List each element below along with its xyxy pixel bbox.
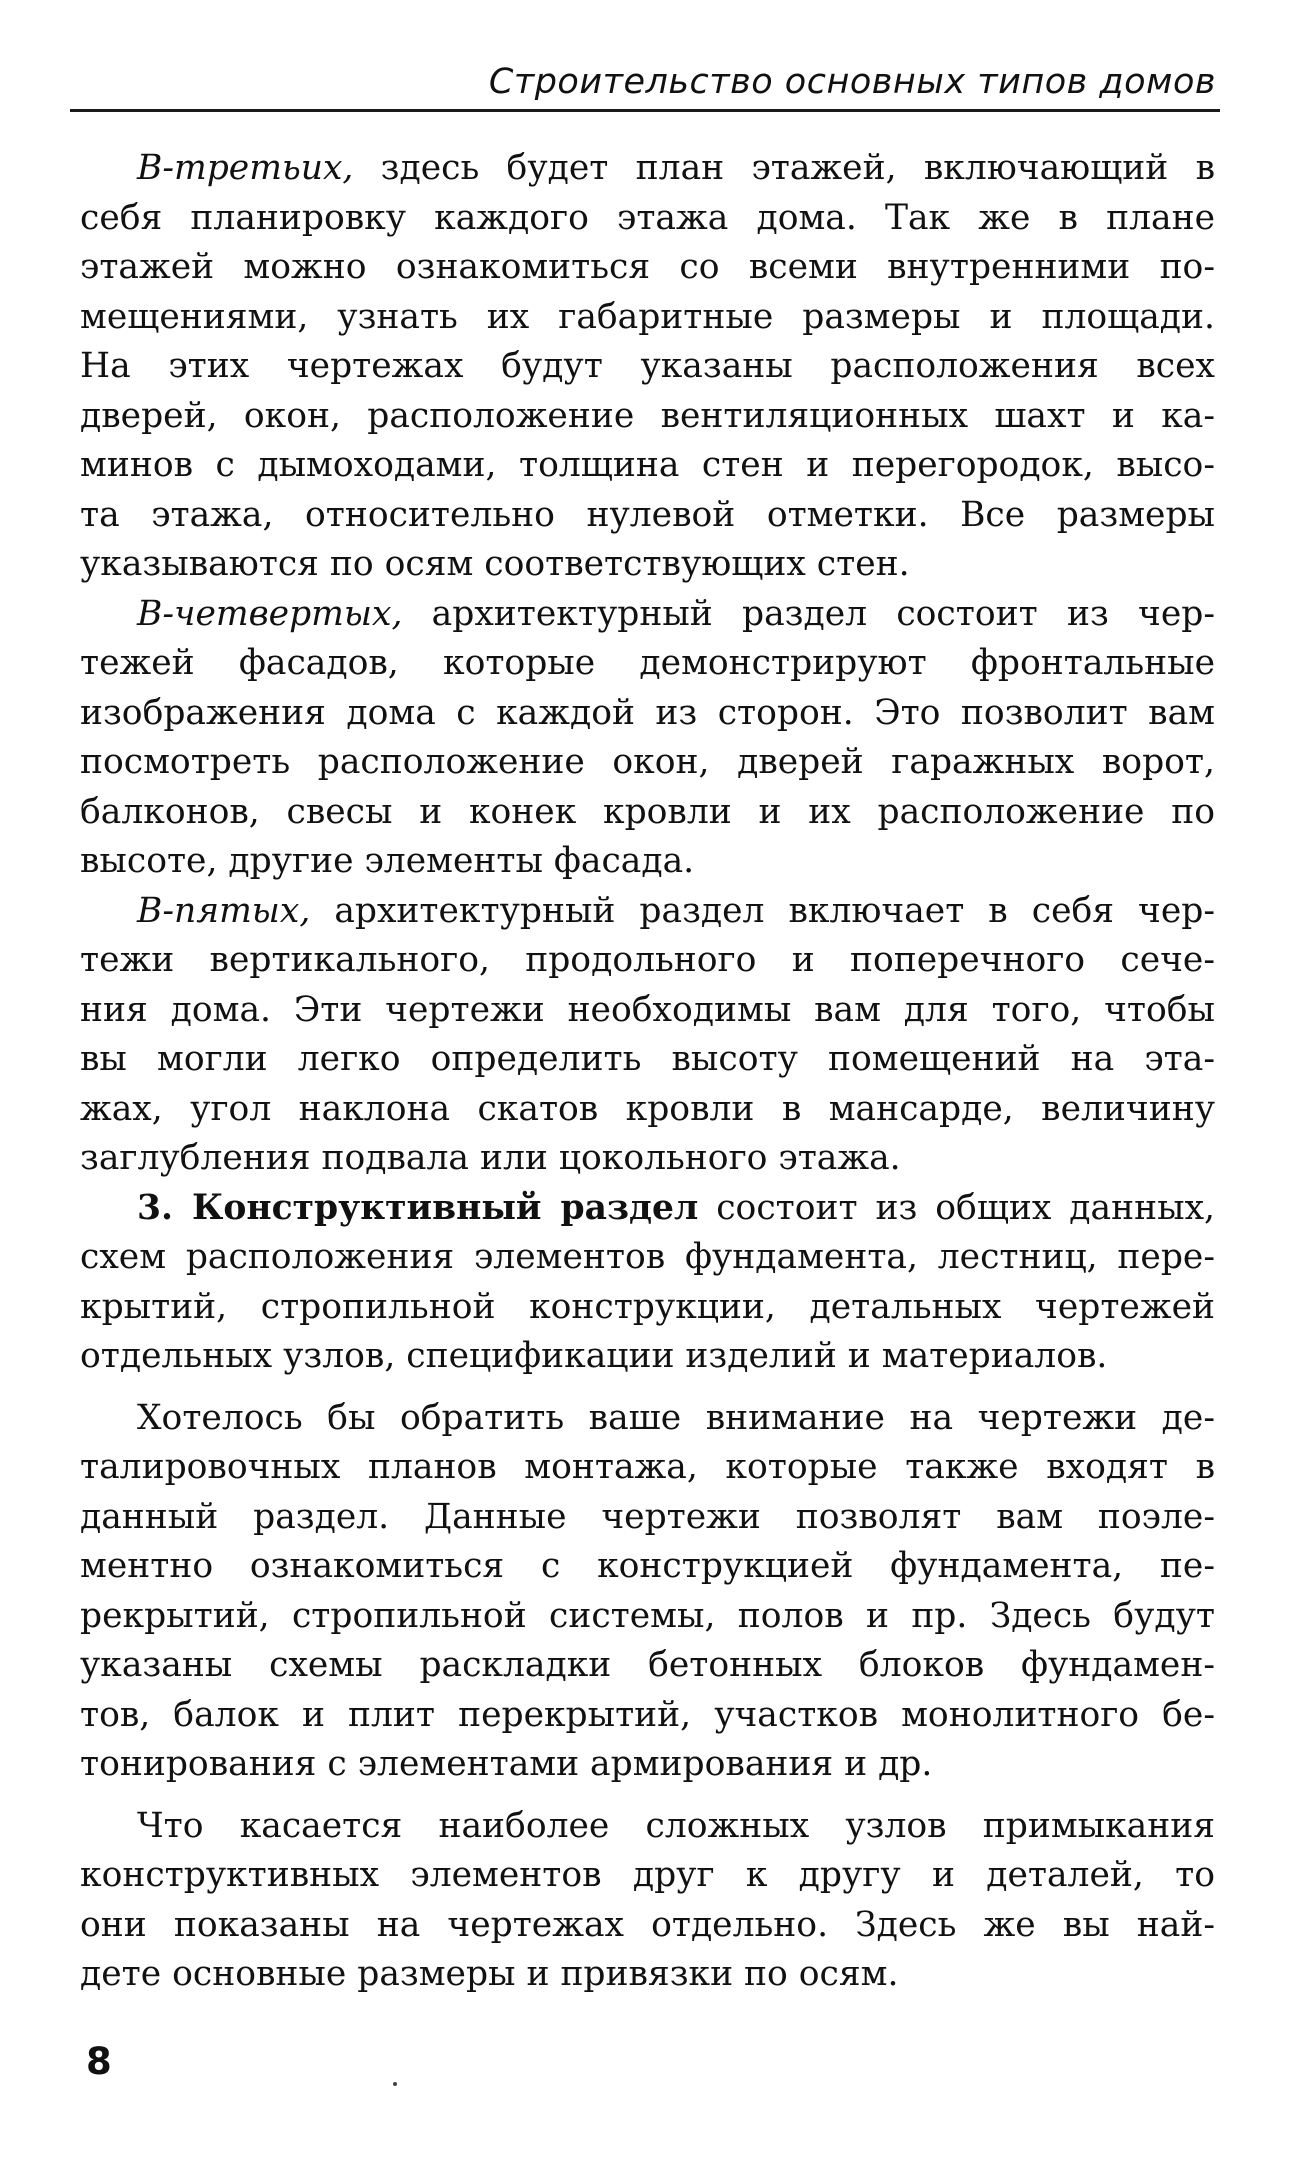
line-text: архитектурный раздел включает в себя чер- (310, 890, 1215, 931)
paragraph-lead: В-четвертых, (137, 593, 403, 634)
paragraph-line: ния дома. Эти чертежи необходимы вам для того, чтобы (80, 989, 1215, 1030)
paragraph-line: конструктивных элементов друг к другу и деталей, то (80, 1855, 1215, 1895)
paragraph-line: отдельных узлов, спецификации изделий и материалов. (80, 1336, 1108, 1376)
print-speck (393, 2082, 397, 2086)
paragraph-complex-nodes (80, 1802, 1215, 2000)
paragraph-line: тежей фасадов, которые демонстрируют фронтальные (80, 643, 1215, 683)
paragraph-line: вы могли легко определить высоту помещений на эта- (80, 1039, 1215, 1079)
page-number: 8 (86, 2040, 112, 2083)
paragraph-line: посмотреть расположение окон, дверей гаражных ворот, (80, 742, 1215, 782)
paragraph-line: балконов, свесы и конек кровли и их расположение по (80, 791, 1215, 832)
paragraph-line: схем расположения элементов фундамента, лестниц, пере- (80, 1237, 1215, 1277)
paragraph-line: На этих чертежах будут указаны расположения всех (80, 346, 1215, 386)
line-text: здесь будет план этажей, включающий в (353, 148, 1215, 188)
running-header-title: Строительство основных типов домов (488, 62, 1216, 102)
paragraph-constructive-section (80, 1184, 1215, 1382)
paragraph-line: они показаны на чертежах отдельно. Здесь же вы най- (80, 1904, 1215, 1945)
paragraph-fifthly (80, 887, 1215, 1184)
paragraph-line: дверей, окон, расположение вентиляционных шахт и ка- (80, 395, 1215, 436)
section-heading-inline: 3. Конструктивный раздел (137, 1187, 699, 1228)
paragraph-line: заглубления подвала или цокольного этажа. (80, 1138, 901, 1178)
paragraph-line: себя планировку каждого этажа дома. Так же в плане (80, 197, 1215, 238)
paragraph-line: этажей можно ознакомиться со всеми внутренними по- (80, 247, 1215, 287)
paragraph-detail-plans (80, 1394, 1215, 1790)
paragraph-line: жах, угол наклона скатов кровли в мансарде, величину (80, 1088, 1215, 1129)
paragraph-line: указаны схемы раскладки бетонных блоков фундамен- (80, 1645, 1215, 1685)
paragraph-line (80, 1184, 1215, 1234)
paragraph-line: крытий, стропильной конструкции, детальных чертежей (80, 1286, 1215, 1327)
paragraph-line: дете основные размеры и привязки по осям. (80, 1954, 899, 1994)
paragraph-line: рекрытий, стропильной системы, полов и пр. Здесь будут (80, 1595, 1215, 1636)
paragraph-line: тонирования с элементами армирования и др. (80, 1744, 933, 1784)
body-text (80, 144, 1215, 2000)
paragraph-thirdly (80, 144, 1215, 590)
paragraph-line: мещениями, узнать их габаритные размеры и площади. (80, 296, 1215, 337)
paragraph-line: высоте, другие элементы фасада. (80, 841, 695, 881)
paragraph-line: тежи вертикального, продольного и поперечного сече- (80, 940, 1215, 980)
line-text: архитектурный раздел состоит из чер- (402, 593, 1215, 634)
paragraph-line (80, 590, 1215, 640)
paragraph-line: ментно ознакомиться с конструкцией фундамента, пе- (80, 1546, 1215, 1586)
paragraph-line: талировочных планов монтажа, которые также входят в (80, 1447, 1215, 1487)
paragraph-lead: В-пятых, (137, 890, 311, 931)
paragraph-line: данный раздел. Данные чертежи позволят вам поэле- (80, 1496, 1215, 1537)
paragraph-fourthly (80, 590, 1215, 887)
paragraph-line: Что касается наиболее сложных узлов примыкания (137, 1805, 1215, 1846)
paragraph-line (80, 887, 1215, 937)
running-header (70, 58, 1220, 112)
paragraph-line: тов, балок и плит перекрытий, участков монолитного бе- (80, 1694, 1215, 1735)
paragraph-line: изображения дома с каждой из сторон. Это позволит вам (80, 692, 1215, 733)
paragraph-line: указываются по осям соответствующих стен. (80, 544, 910, 584)
line-text: состоит из общих данных, (698, 1187, 1215, 1228)
paragraph-line (80, 144, 1215, 194)
paragraph-line: Хотелось бы обратить ваше внимание на чертежи де- (137, 1397, 1215, 1438)
paragraph-lead: В-третьих, (137, 148, 354, 188)
paragraph-line: минов с дымоходами, толщина стен и перегородок, высо- (80, 445, 1215, 485)
paragraph-line: та этажа, относительно нулевой отметки. Все размеры (80, 494, 1215, 535)
